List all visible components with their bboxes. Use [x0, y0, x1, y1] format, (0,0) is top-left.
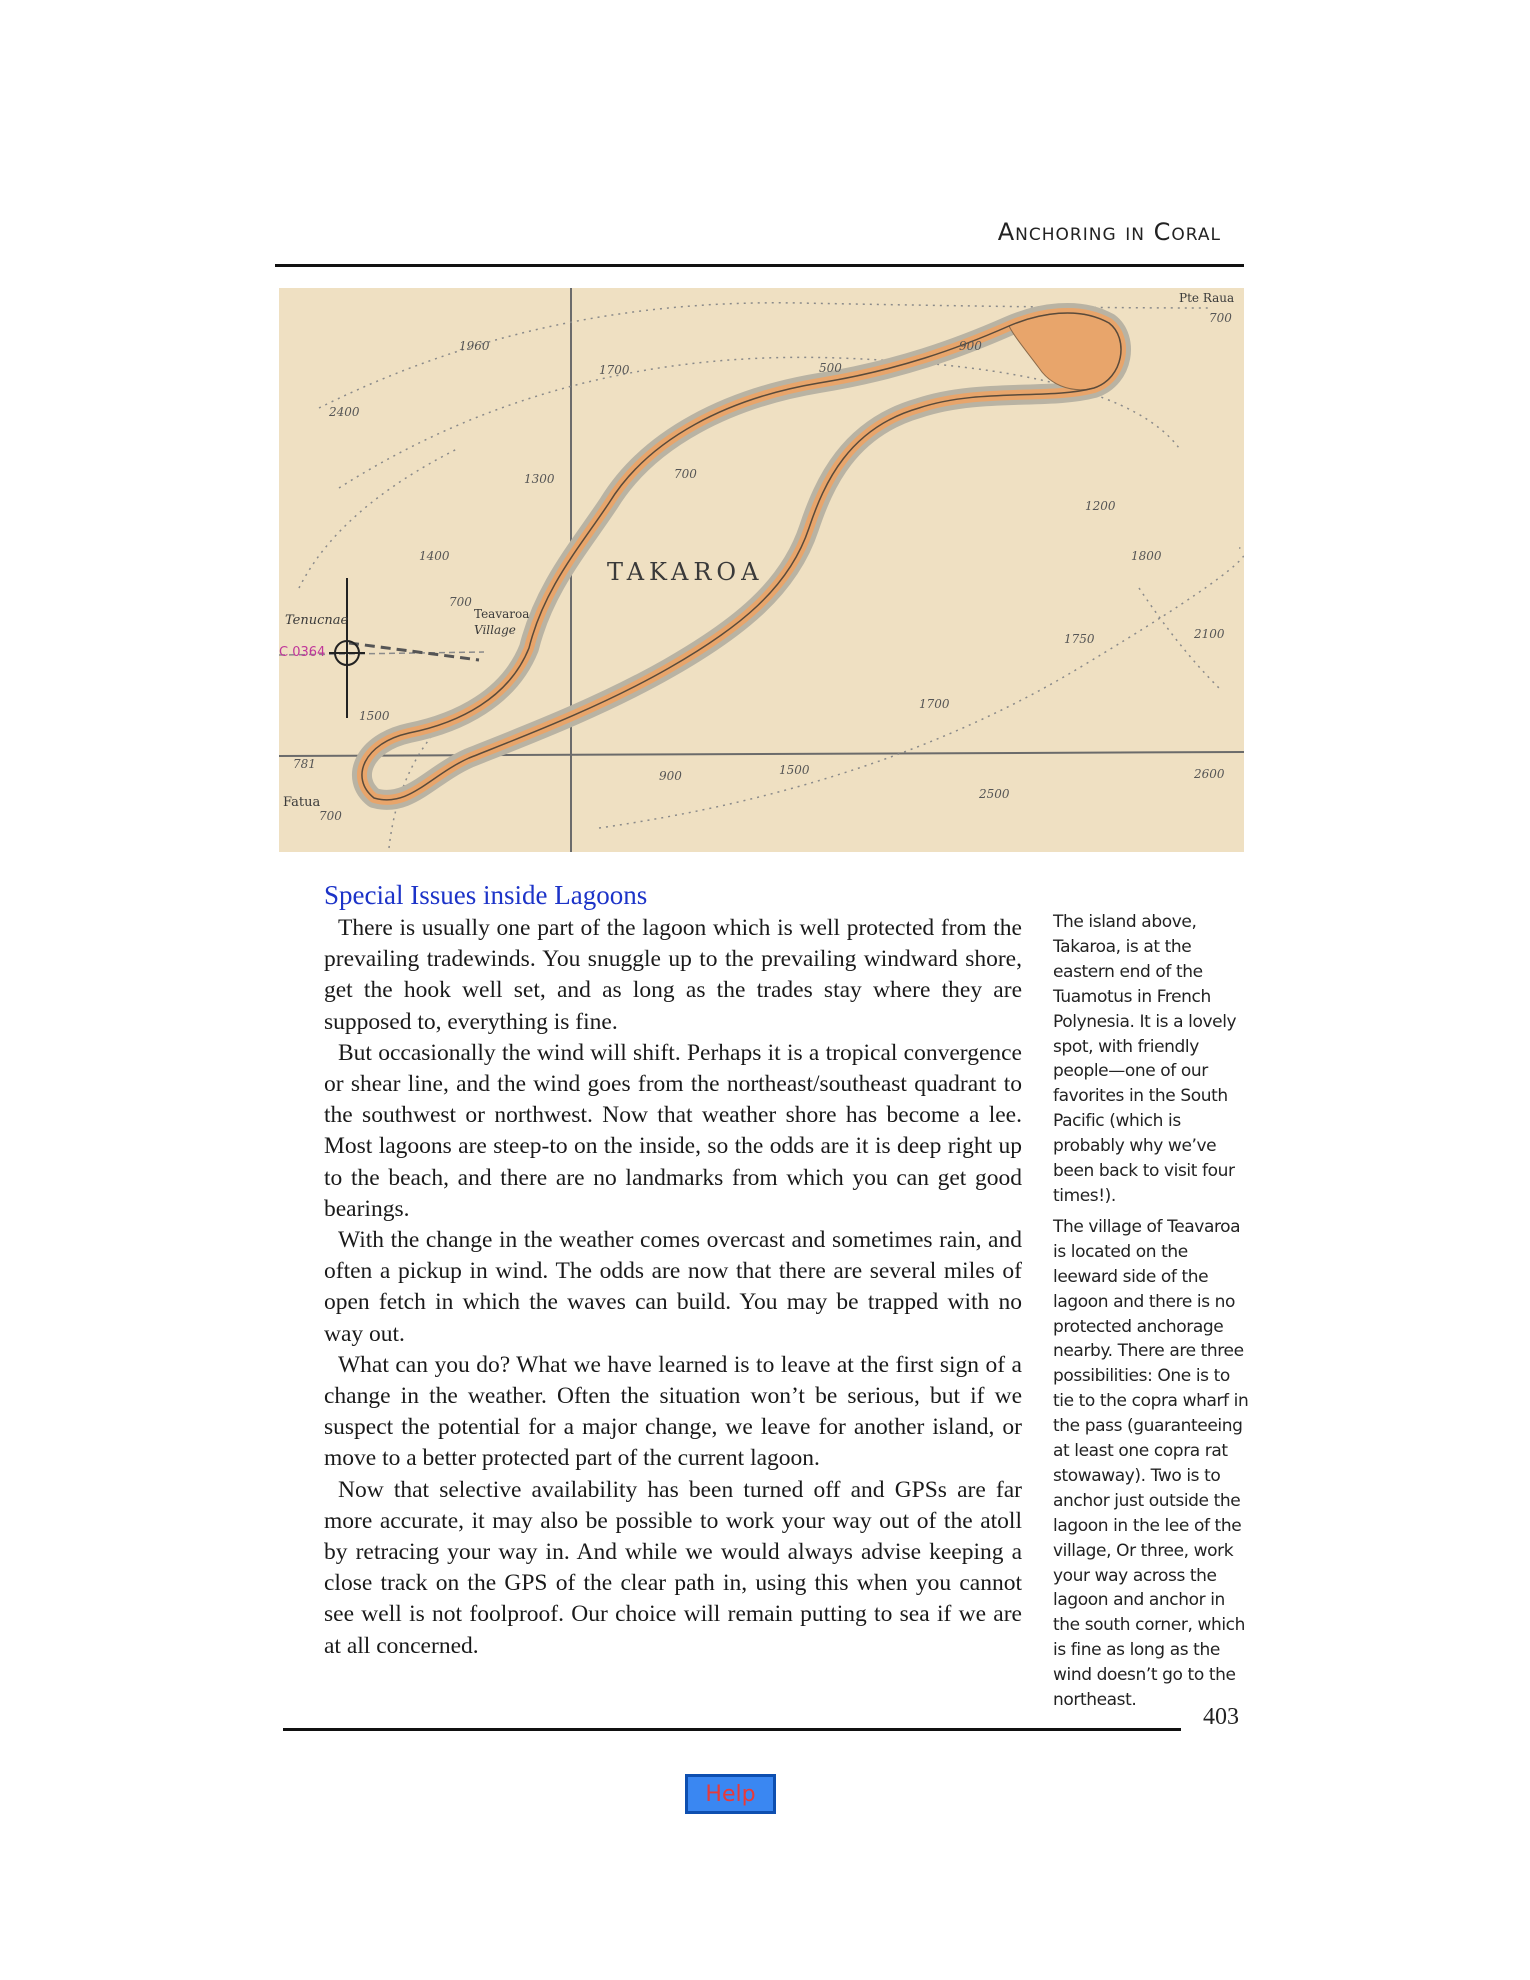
paragraph: Now that selective availability has been turned off and GPSs are far more accurate, it may also be possible to work your way out of the atoll by retracing your way in. And while we would always advise keeping a close track on the GPS of the clear path in, using this when you cannot see well is not foolproof. Our choice will remain putting to sea if we are at all concerned.: [324, 1476, 1022, 1659]
svg-text:1500: 1500: [359, 709, 390, 723]
svg-text:2100: 2100: [1194, 627, 1225, 641]
help-button[interactable]: Help: [685, 1774, 776, 1814]
caption-paragraph: The village of Teavaroa is located on the leeward side of the lagoon and there is no protected anchorage nearby. There are three possibilities: One is to tie to the copra wharf in the pass (guaranteeing at least one copra rat stowaway). Two is to anchor just outside the lagoon in the lee of the village, Or three, work your way across the lagoon and anchor in the south corner, which is fine as long as the wind doesn’t go to the northeast.: [1053, 1216, 1249, 1711]
pass-route: [349, 643, 479, 660]
svg-text:2500: 2500: [979, 787, 1010, 801]
svg-text:700: 700: [674, 467, 697, 481]
paragraph: There is usually one part of the lagoon which is well protected from the prevailing tradewinds. You snuggle up to the prevailing windward shore, get the hook well set, and as long as the trades stay where they are supposed to, everything is fine.: [324, 915, 1022, 1035]
svg-text:1960: 1960: [459, 339, 490, 353]
svg-text:1300: 1300: [524, 472, 555, 486]
svg-text:2400: 2400: [329, 405, 360, 419]
svg-text:1500: 1500: [779, 763, 810, 777]
svg-text:1700: 1700: [599, 363, 630, 377]
sidebar-caption: [1053, 910, 1253, 1719]
svg-text:781: 781: [293, 757, 316, 771]
svg-text:700: 700: [449, 595, 472, 609]
paragraph: But occasionally the wind will shift. Perhaps it is a tropical convergence or shear line, and the wind goes from the northeast/southeast quadrant to the southwest or northwest. Now that weather shore has become a lee. Most lagoons are steep-to on the inside, so the odds are it is deep right up to the beach, and there are no landmarks from which you can get good bearings.: [324, 1039, 1022, 1222]
section-title: Special Issues inside Lagoons: [324, 880, 648, 910]
svg-text:700: 700: [1209, 311, 1232, 325]
svg-text:1750: 1750: [1064, 632, 1095, 646]
svg-text:Tenucnae: Tenucnae: [285, 613, 349, 628]
anchorage-mark-icon: [329, 578, 365, 718]
article-body: [324, 913, 1022, 1662]
svg-text:1800: 1800: [1131, 549, 1162, 563]
svg-text:1700: 1700: [919, 697, 950, 711]
parallel-line: [279, 752, 1244, 756]
svg-text:1400: 1400: [419, 549, 450, 563]
svg-text:C 0364: C 0364: [279, 645, 326, 660]
svg-text:2600: 2600: [1194, 767, 1225, 781]
header-rule: [275, 264, 1244, 267]
island-name: TAKAROA: [607, 558, 764, 586]
svg-text:700: 700: [319, 809, 342, 823]
svg-text:Teavaroa: Teavaroa: [474, 607, 530, 621]
page-number: 403: [1203, 1704, 1239, 1730]
svg-text:Village: Village: [474, 623, 516, 637]
chart-map-takaroa: [279, 288, 1244, 852]
svg-text:500: 500: [819, 361, 842, 375]
paragraph: With the change in the weather comes overcast and sometimes rain, and often a pickup in wind. The odds are now that there are several miles of open fetch in which the waves can build. You may be trapped with no way out.: [324, 1227, 1022, 1347]
svg-text:Pte Raua: Pte Raua: [1179, 291, 1235, 305]
atoll-reef: [362, 313, 1121, 800]
paragraph: What can you do? What we have learned is to leave at the first sign of a change in the weather. Often the situation won’t be serious, but if we suspect the potential for a major change, we leave for another island, or move to a better protected part of the current lagoon.: [324, 1351, 1022, 1472]
footer-rule: [283, 1728, 1181, 1731]
caption-paragraph: The island above, Takaroa, is at the eastern end of the Tuamotus in French Polynesia. It is a lovely spot, with friendly people—one of our favorites in the South Pacific (which is probably why we’ve been back to visit four times!).: [1053, 912, 1237, 1206]
svg-text:Fatua: Fatua: [283, 795, 321, 810]
running-head: Anchoring in Coral: [997, 218, 1221, 246]
svg-text:900: 900: [959, 339, 982, 353]
svg-text:900: 900: [659, 769, 682, 783]
svg-text:1200: 1200: [1085, 499, 1116, 513]
